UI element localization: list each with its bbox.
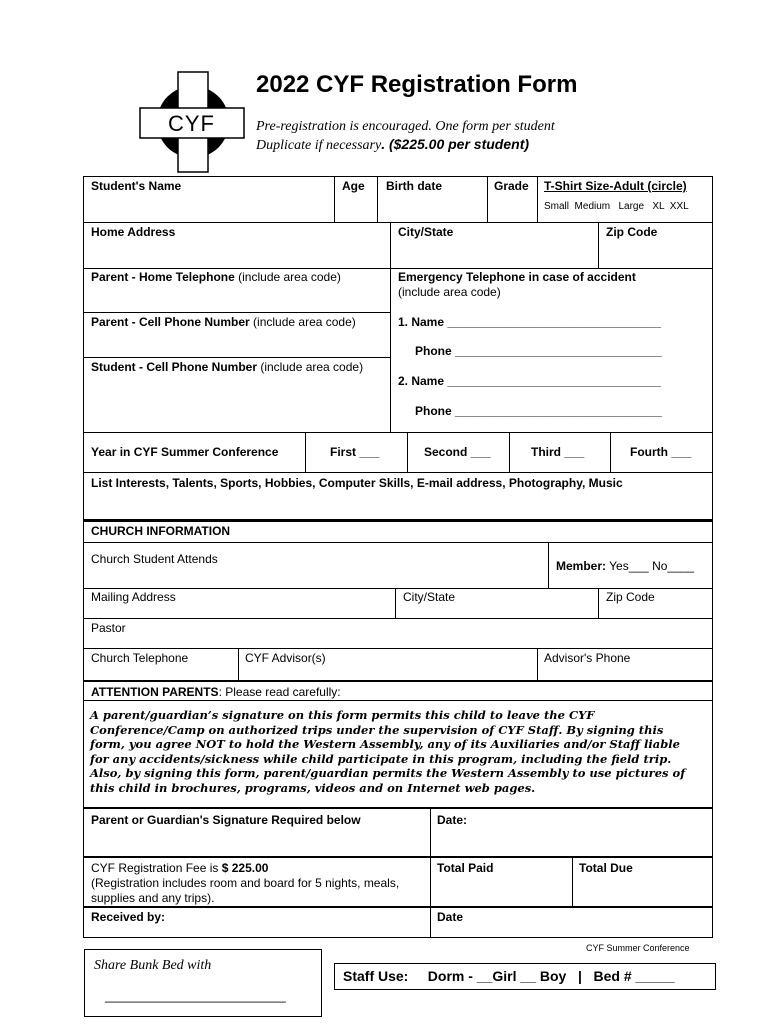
interests-label: List Interests, Talents, Sports, Hobbies, Computer Skills, E-mail address, Photography, Music [91, 476, 623, 490]
church-attends-label: Church Student Attends [91, 552, 218, 566]
emergency-phone-1[interactable]: Phone _______________________________ [415, 344, 662, 358]
emergency-phone-note: (include area code) [398, 285, 501, 299]
city-state-label: City/State [398, 225, 454, 239]
birth-date-label: Birth date [386, 179, 443, 193]
grade-label: Grade [494, 179, 529, 193]
pastor-label: Pastor [91, 621, 126, 635]
member-field[interactable]: Member: Yes___ No____ [556, 559, 695, 573]
signature-date-label: Date: [437, 813, 468, 827]
year-fourth-option[interactable]: Fourth ___ [630, 445, 692, 459]
student-cell-phone-label: Student - Cell Phone Number (include area code) [91, 360, 364, 374]
church-telephone-label: Church Telephone [91, 651, 189, 665]
fee-line-2: (Registration includes room and board for 5 nights, meals, [91, 876, 400, 890]
cyf-advisors-label: CYF Advisor(s) [245, 651, 326, 665]
zip-code-label: Zip Code [606, 225, 658, 239]
bunk-bed-line: _________________________ [105, 988, 286, 1003]
staff-use-box [334, 963, 716, 990]
year-first-option[interactable]: First ___ [330, 445, 380, 459]
fee-line-1: CYF Registration Fee is $ 225.00 [91, 861, 269, 875]
church-zip-label: Zip Code [606, 590, 655, 604]
parent-home-phone-label: Parent - Home Telephone (include area code) [91, 270, 341, 284]
church-mailing-address-label: Mailing Address [91, 590, 176, 604]
received-date-label: Date [437, 910, 464, 924]
subtitle-line-1: Pre-registration is encouraged. One form per student [256, 119, 555, 134]
subtitle-line-2: Duplicate if necessary. ($225.00 per student) [256, 136, 530, 153]
emergency-name-2[interactable]: 2. Name ________________________________ [398, 374, 661, 388]
age-label: Age [342, 179, 365, 193]
year-third-option[interactable]: Third ___ [531, 445, 585, 459]
form-title: 2022 CYF Registration Form [256, 71, 578, 98]
signature-label: Parent or Guardian's Signature Required below [91, 813, 361, 827]
advisor-phone-label: Advisor's Phone [544, 651, 631, 665]
received-by-label: Received by: [91, 910, 166, 924]
year-in-cyf-label: Year in CYF Summer Conference [91, 445, 279, 459]
home-address-label: Home Address [91, 225, 176, 239]
total-paid-label: Total Paid [437, 861, 494, 875]
bunk-bed-box[interactable] [84, 949, 322, 1017]
total-due-label: Total Due [579, 861, 633, 875]
logo-text: CYF [168, 111, 215, 136]
student-name-label: Student's Name [91, 179, 182, 193]
church-city-state-label: City/State [403, 590, 456, 604]
bunk-bed-label: Share Bunk Bed with [94, 958, 212, 973]
fee-line-3: supplies and any trips). [91, 891, 215, 905]
attention-paragraph: A parent/guardian’s signature on this form permits this child to leave the CYF Conference/Camp on authorized trips under the supervision of CYF Staff. By signing this form, you agree NOT to hold the Western Assembly, any of its Auxiliaries and/or Staff liable for any accidents/sickness while child participate in this program, including the field trip. Also, by signing this form, parent/guardian permits the Western Assembly to use pictures of this child in brochures, programs, videos and on Internet web pages. [90, 708, 686, 795]
emergency-name-1[interactable]: 1. Name ________________________________ [398, 315, 661, 329]
emergency-phone-2[interactable]: Phone _______________________________ [415, 404, 662, 418]
conference-footer-note: CYF Summer Conference [586, 943, 690, 953]
tshirt-label: T-Shirt Size-Adult (circle) [544, 179, 687, 193]
attention-parents-label: ATTENTION PARENTS: Please read carefully: [91, 685, 341, 699]
tshirt-size-options[interactable]: Small Medium Large XL XXL [544, 201, 689, 212]
emergency-phone-label: Emergency Telephone in case of accident [398, 270, 636, 284]
parent-cell-phone-label: Parent - Cell Phone Number (include area code) [91, 315, 356, 329]
church-info-heading: CHURCH INFORMATION [91, 524, 231, 538]
year-second-option[interactable]: Second ___ [424, 445, 491, 459]
cyf-logo [138, 70, 246, 174]
staff-use-text: Staff Use: Dorm - __Girl __ Boy | Bed # _____ [343, 968, 675, 984]
